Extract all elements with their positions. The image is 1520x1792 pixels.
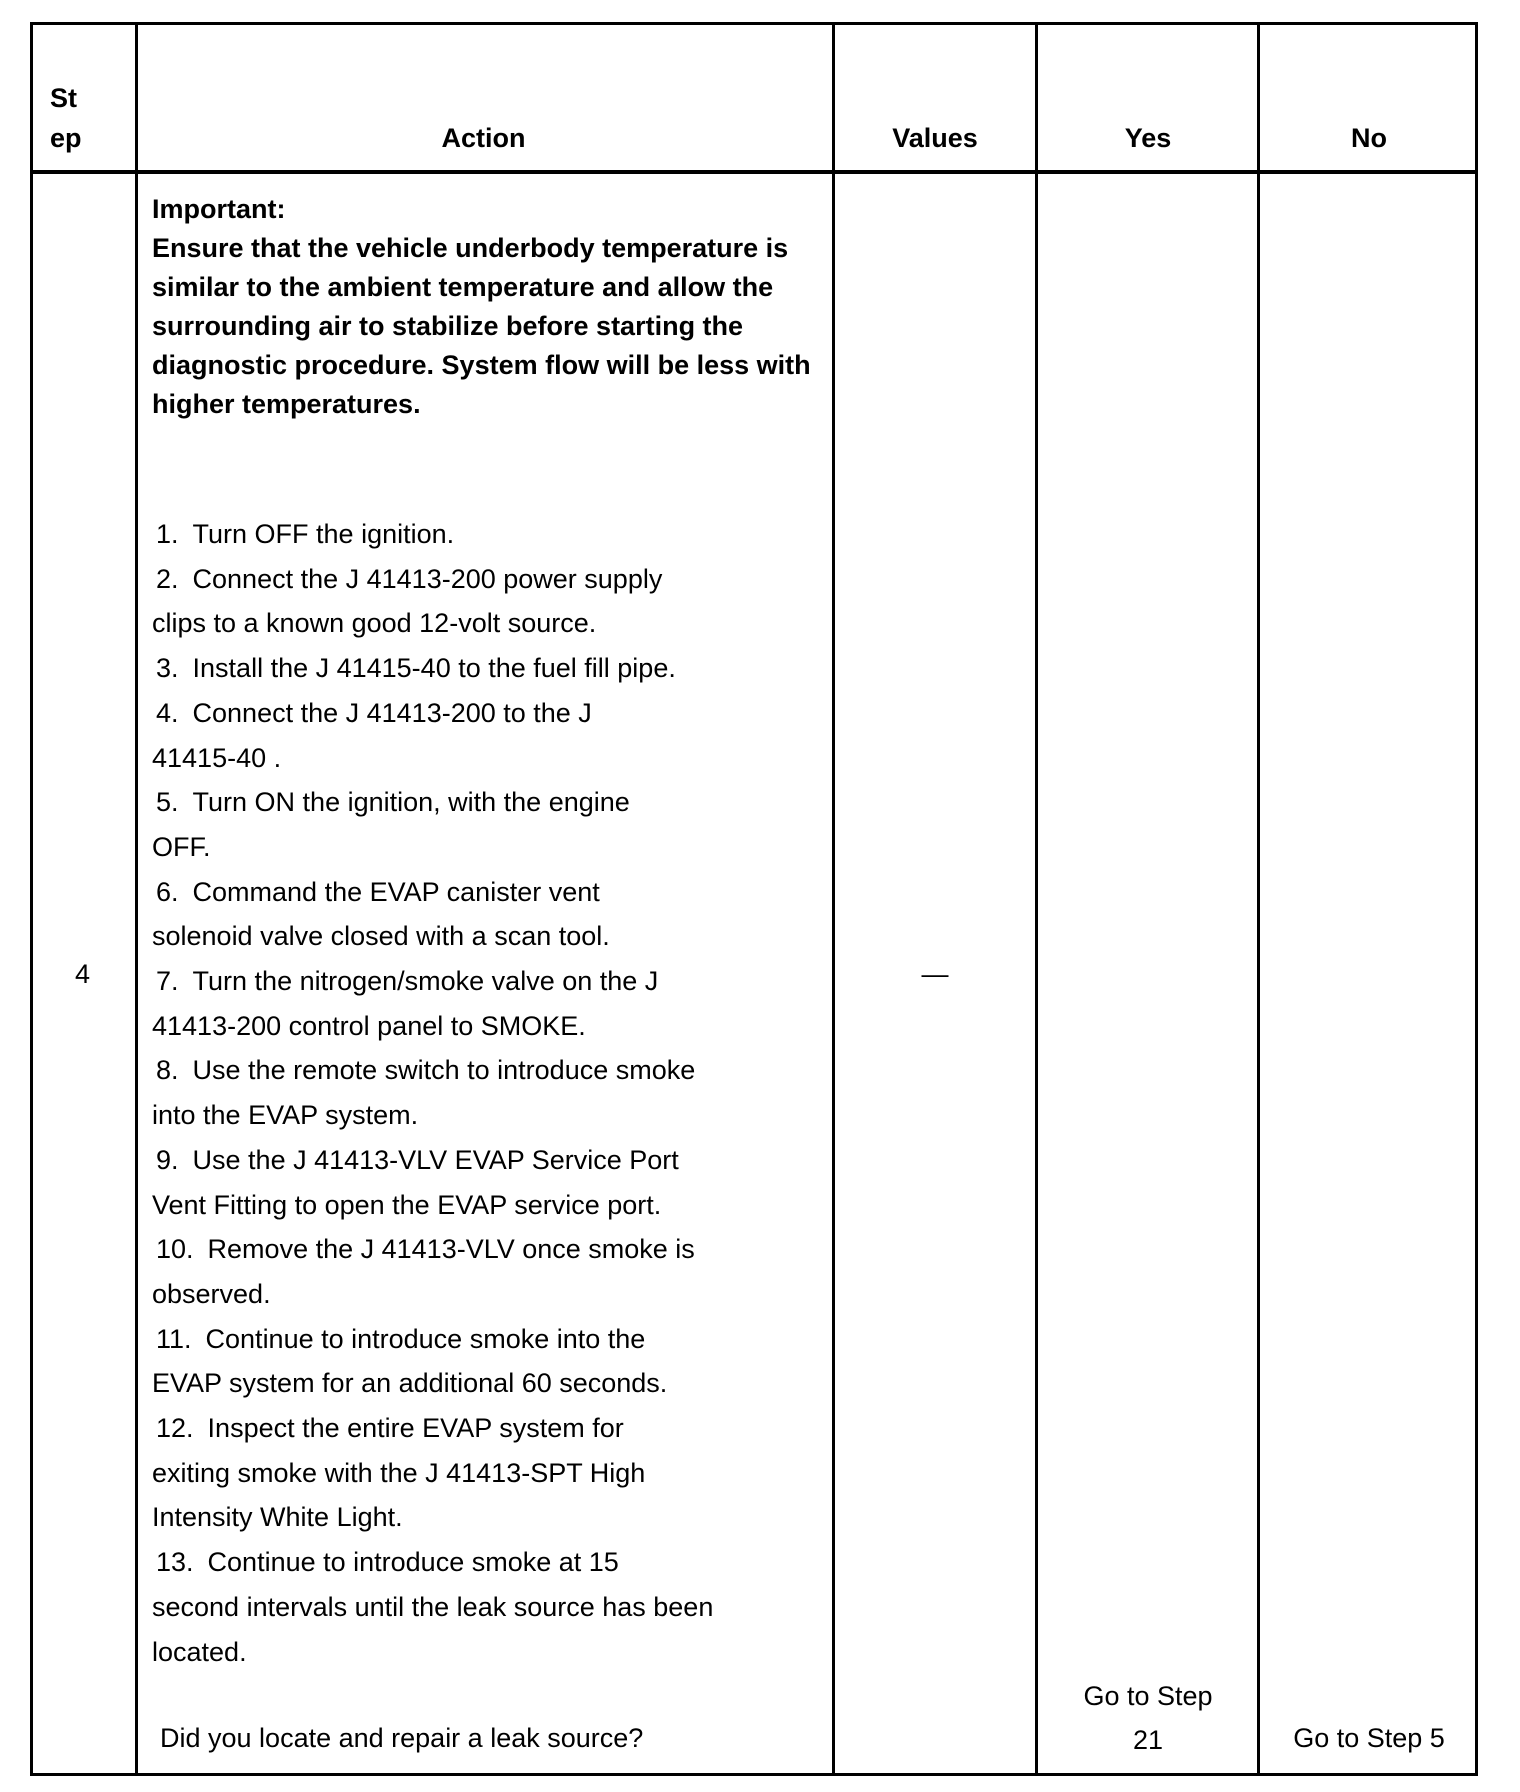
step-text-cont: second intervals until the leak source has been: [152, 1591, 714, 1622]
step-index: 4.: [156, 697, 179, 728]
step-text-cont: 41415-40 .: [152, 742, 282, 773]
step-index: 8.: [156, 1055, 179, 1086]
step-index: 1.: [156, 519, 179, 549]
procedure-step: [152, 780, 752, 869]
step-text: Turn the nitrogen/smoke valve on the J: [192, 966, 659, 997]
procedure-step: [152, 1406, 752, 1540]
step-text: Use the remote switch to introduce smoke: [192, 1055, 696, 1086]
step-text: Remove the J 41413-VLV once smoke is: [207, 1234, 695, 1265]
values-cell: —: [921, 959, 949, 989]
yes-outcome: [1038, 1674, 1258, 1762]
column-divider: [1035, 22, 1038, 1776]
header-no: No: [1351, 123, 1387, 153]
step-text: Inspect the entire EVAP system for: [207, 1413, 624, 1444]
column-divider: [832, 22, 835, 1776]
no-outcome: Go to Step 5: [1293, 1723, 1445, 1753]
step-text-cont: Intensity White Light.: [152, 1502, 403, 1533]
step-text: Connect the J 41413-200 power supply: [192, 563, 663, 594]
procedure-step: [152, 1048, 752, 1137]
step-index: 12.: [156, 1413, 194, 1444]
step-text-cont: into the EVAP system.: [152, 1100, 419, 1131]
procedure-step: [152, 870, 752, 959]
step-text: Turn ON the ignition, with the engine: [192, 787, 630, 818]
step-text: Use the J 41413-VLV EVAP Service Port: [192, 1144, 679, 1175]
procedure-step: [152, 1138, 752, 1227]
column-divider: [1257, 22, 1260, 1776]
step-text-cont: EVAP system for an additional 60 seconds.: [152, 1368, 668, 1399]
step-text-cont: solenoid valve closed with a scan tool.: [152, 921, 610, 952]
procedure-step: [152, 1317, 752, 1406]
step-text: Turn OFF the ignition.: [192, 519, 455, 549]
header-divider: [30, 170, 1478, 174]
important-note: [152, 190, 812, 424]
step-text: Connect the J 41413-200 to the J: [192, 697, 592, 728]
step-index: 7.: [156, 966, 179, 997]
step-text-cont: located.: [152, 1636, 247, 1667]
step-text-cont: exiting smoke with the J 41413-SPT High: [152, 1457, 646, 1488]
procedure-step: [152, 959, 752, 1048]
header-action: Action: [441, 123, 526, 153]
step-text-cont: OFF.: [152, 831, 211, 862]
step-text: Continue to introduce smoke at 15: [207, 1547, 619, 1578]
procedure-step: [152, 512, 752, 557]
header-step-line2: ep: [50, 123, 82, 153]
yes-outcome-line2: 21: [1132, 1725, 1164, 1755]
step-number: 4: [74, 959, 91, 989]
decision-question: Did you locate and repair a leak source?: [160, 1723, 644, 1753]
yes-outcome-line1: Go to Step: [1083, 1681, 1213, 1711]
step-index: 5.: [156, 787, 179, 818]
step-text: Continue to introduce smoke into the: [205, 1323, 646, 1354]
step-index: 10.: [156, 1234, 194, 1265]
header-yes: Yes: [1124, 123, 1172, 153]
step-index: 6.: [156, 876, 179, 907]
header-step-line1: St: [50, 83, 77, 113]
column-divider: [135, 22, 138, 1776]
procedure-step: [152, 1540, 752, 1674]
step-index: 3.: [156, 653, 179, 684]
important-label: Important:: [152, 194, 286, 224]
step-index: 11.: [156, 1323, 192, 1354]
procedure-steps: [152, 512, 752, 1674]
step-index: 2.: [156, 563, 179, 594]
step-text-cont: clips to a known good 12-volt source.: [152, 608, 597, 639]
step-index: 9.: [156, 1144, 179, 1175]
step-index: 13.: [156, 1547, 194, 1578]
procedure-step: [152, 557, 752, 646]
header-values: Values: [892, 123, 978, 153]
step-text-cont: 41413-200 control panel to SMOKE.: [152, 1010, 586, 1041]
step-text: Command the EVAP canister vent: [192, 876, 600, 907]
procedure-step: [152, 691, 752, 780]
important-text: Ensure that the vehicle underbody temperature is similar to the ambient temperature and allow the surrounding air to stabilize before starting the diagnostic procedure. System flow will be less with higher temperatures.: [152, 233, 811, 419]
procedure-step: [152, 646, 752, 691]
procedure-step: [152, 1227, 752, 1316]
header-step: [50, 78, 82, 158]
step-text: Install the J 41415-40 to the fuel fill pipe.: [192, 653, 676, 684]
step-text-cont: Vent Fitting to open the EVAP service port.: [152, 1189, 662, 1220]
step-text-cont: observed.: [152, 1278, 271, 1309]
